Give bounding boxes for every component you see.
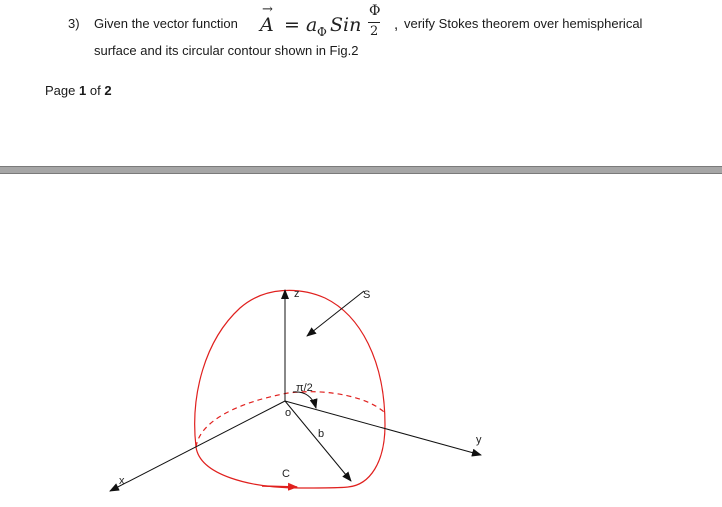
vector-symbol: A (260, 14, 274, 36)
vector-arrow: → (262, 2, 273, 17)
fraction-numerator: Φ (369, 3, 381, 19)
unit-vector-symbol: a (306, 14, 318, 36)
base-circle-hidden (196, 392, 385, 447)
radius-line (285, 401, 351, 481)
z-axis-label: z (294, 288, 300, 300)
x-axis (110, 401, 285, 491)
angle-arc (293, 392, 316, 408)
formula-comma: , (394, 16, 399, 33)
radius-label: b (318, 428, 325, 440)
contour-label: C (282, 468, 290, 480)
x-axis-label: x (119, 475, 125, 487)
y-axis-label: y (476, 434, 482, 446)
question-number: 3) (68, 16, 80, 31)
angle-label: π/2 (296, 382, 313, 394)
surface-pointer (307, 291, 364, 336)
question-line-2: surface and its circular contour shown in Fig.2 (94, 43, 359, 58)
fraction-denominator: 2 (370, 24, 379, 39)
question-intro-text: Given the vector function (94, 16, 238, 31)
equals-sign: = (284, 14, 300, 36)
contour-direction-arrow (262, 486, 297, 487)
sine-function: Sin (330, 14, 362, 36)
unit-vector-subscript: Φ (317, 25, 327, 39)
question-rest-text: verify Stokes theorem over hemispherical (404, 16, 643, 31)
surface-label: S (363, 289, 371, 301)
page-current: 1 (79, 83, 87, 98)
page-of: of (89, 83, 101, 98)
hemisphere-surface-outline (195, 290, 385, 487)
page-total: 2 (104, 83, 112, 98)
page-prefix: Page (45, 83, 76, 98)
origin-label: o (285, 407, 292, 419)
contour-c (196, 447, 348, 488)
